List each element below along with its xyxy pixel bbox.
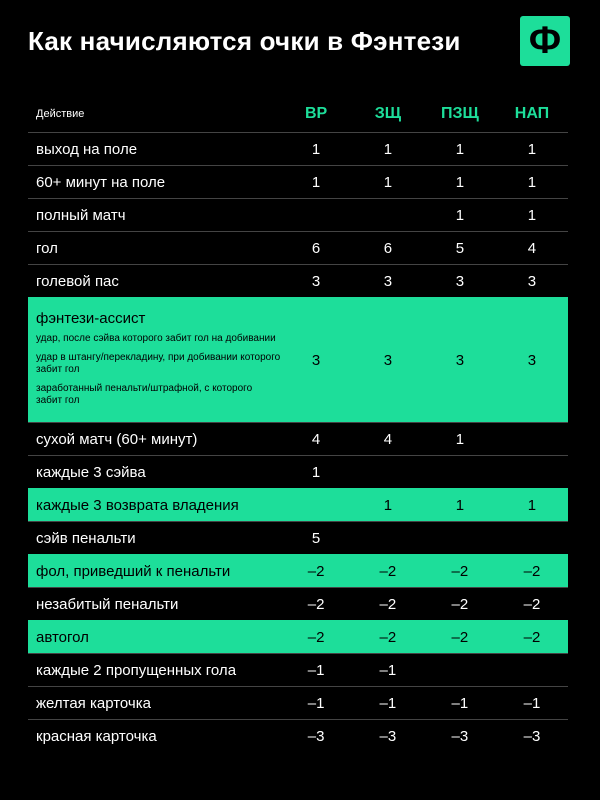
cell-gk: –3 bbox=[307, 727, 325, 745]
table-row bbox=[28, 265, 568, 298]
cell-mid: 1 bbox=[455, 173, 465, 191]
cell-mid: 1 bbox=[455, 496, 465, 514]
row-action: фол, приведший к пенальти bbox=[36, 562, 231, 580]
cell-fwd: –2 bbox=[523, 628, 541, 646]
cell-fwd: 1 bbox=[527, 173, 537, 191]
cell-mid: 3 bbox=[455, 351, 465, 369]
cell-def: –3 bbox=[379, 727, 397, 745]
table-row bbox=[28, 654, 568, 687]
row-note: удар в штангу/перекладину, при добивании которого забит гол bbox=[36, 352, 281, 375]
cell-def: –2 bbox=[379, 562, 397, 580]
cell-gk: 3 bbox=[311, 351, 321, 369]
row-action: незабитый пенальти bbox=[36, 595, 179, 613]
cell-def: –2 bbox=[379, 628, 397, 646]
cell-def: 1 bbox=[383, 140, 393, 158]
header-mid: ПЗЩ bbox=[440, 105, 479, 122]
table-header bbox=[28, 96, 568, 133]
scoring-table bbox=[28, 96, 568, 753]
cell-def: –1 bbox=[379, 661, 397, 679]
table-row bbox=[28, 133, 568, 166]
cell-gk bbox=[280, 489, 352, 522]
cell-fwd: 1 bbox=[527, 140, 537, 158]
cell-def bbox=[352, 199, 424, 232]
row-note: удар, после сэйва которого забит гол на добивании bbox=[36, 333, 276, 344]
cell-gk: –2 bbox=[307, 628, 325, 646]
cell-gk: 4 bbox=[311, 430, 321, 448]
cell-def: 4 bbox=[383, 430, 393, 448]
cell-gk: –1 bbox=[307, 694, 325, 712]
cell-gk: –2 bbox=[307, 595, 325, 613]
cell-def bbox=[352, 522, 424, 555]
cell-fwd bbox=[496, 654, 568, 687]
table-row-highlighted bbox=[28, 621, 568, 654]
table-row bbox=[28, 588, 568, 621]
row-action-title: фэнтези-ассист bbox=[36, 310, 146, 327]
row-action: автогол bbox=[36, 628, 89, 646]
row-action: сухой матч (60+ минут) bbox=[36, 430, 198, 448]
table-row bbox=[28, 199, 568, 232]
cell-gk: –2 bbox=[307, 562, 325, 580]
cell-def bbox=[352, 456, 424, 489]
row-action: каждые 2 пропущенных гола bbox=[36, 661, 237, 679]
row-action: выход на поле bbox=[36, 140, 138, 158]
header-fwd: НАП bbox=[514, 105, 550, 122]
row-note: заработанный пенальти/штрафной, с которого забит гол bbox=[36, 383, 253, 406]
cell-gk: 1 bbox=[311, 173, 321, 191]
cell-fwd bbox=[496, 423, 568, 456]
row-action: голевой пас bbox=[36, 272, 119, 290]
table-row bbox=[28, 423, 568, 456]
table-row bbox=[28, 232, 568, 265]
cell-fwd: 1 bbox=[527, 206, 537, 224]
cell-gk bbox=[280, 199, 352, 232]
cell-fwd bbox=[496, 456, 568, 489]
cell-def: 3 bbox=[383, 272, 393, 290]
cell-fwd: 4 bbox=[527, 239, 537, 257]
cell-mid bbox=[424, 456, 496, 489]
cell-def: –2 bbox=[379, 595, 397, 613]
cell-def: 1 bbox=[383, 173, 393, 191]
row-action: полный матч bbox=[36, 206, 126, 224]
cell-fwd: –3 bbox=[523, 727, 541, 745]
table-row bbox=[28, 456, 568, 489]
cell-mid: 3 bbox=[455, 272, 465, 290]
table-row bbox=[28, 522, 568, 555]
cell-mid: –2 bbox=[451, 595, 469, 613]
row-action: желтая карточка bbox=[36, 694, 151, 712]
table-row bbox=[28, 687, 568, 720]
logo-letter: Ф bbox=[528, 20, 562, 62]
cell-gk: 1 bbox=[311, 463, 321, 481]
cell-fwd: 3 bbox=[527, 272, 537, 290]
cell-def: 3 bbox=[383, 351, 393, 369]
table-row bbox=[28, 166, 568, 199]
cell-fwd: 3 bbox=[527, 351, 537, 369]
cell-fwd: –2 bbox=[523, 562, 541, 580]
cell-mid: –3 bbox=[451, 727, 469, 745]
cell-mid: 1 bbox=[455, 140, 465, 158]
cell-mid bbox=[424, 654, 496, 687]
table-row-highlighted bbox=[28, 489, 568, 522]
row-action: красная карточка bbox=[36, 727, 157, 745]
cell-gk: 5 bbox=[311, 529, 321, 547]
row-action: сэйв пенальти bbox=[36, 529, 136, 547]
cell-fwd: –1 bbox=[523, 694, 541, 712]
logo bbox=[520, 16, 570, 66]
row-action: каждые 3 сэйва bbox=[36, 463, 146, 481]
table-row-highlighted bbox=[28, 298, 568, 423]
cell-def: –1 bbox=[379, 694, 397, 712]
cell-mid: –2 bbox=[451, 628, 469, 646]
cell-gk: 1 bbox=[311, 140, 321, 158]
row-action: гол bbox=[36, 239, 58, 257]
cell-mid: 1 bbox=[455, 430, 465, 448]
row-action: 60+ минут на поле bbox=[36, 173, 166, 191]
cell-mid: 1 bbox=[455, 206, 465, 224]
cell-mid: 5 bbox=[455, 239, 465, 257]
table-row bbox=[28, 720, 568, 753]
cell-mid bbox=[424, 522, 496, 555]
cell-def: 6 bbox=[383, 239, 393, 257]
cell-gk: 6 bbox=[311, 239, 321, 257]
cell-gk: 3 bbox=[311, 272, 321, 290]
cell-fwd: 1 bbox=[527, 496, 537, 514]
cell-gk: –1 bbox=[307, 661, 325, 679]
row-action bbox=[28, 298, 280, 423]
table-row-highlighted bbox=[28, 555, 568, 588]
cell-mid: –1 bbox=[451, 694, 469, 712]
cell-fwd bbox=[496, 522, 568, 555]
header-def: ЗЩ bbox=[374, 105, 402, 122]
page-title: Как начисляются очки в Фэнтези bbox=[28, 26, 461, 56]
cell-fwd: –2 bbox=[523, 595, 541, 613]
cell-mid: –2 bbox=[451, 562, 469, 580]
cell-def: 1 bbox=[383, 496, 393, 514]
header-action: Действие bbox=[36, 108, 85, 120]
row-action: каждые 3 возврата владения bbox=[36, 496, 239, 514]
header-gk: ВР bbox=[304, 105, 328, 122]
